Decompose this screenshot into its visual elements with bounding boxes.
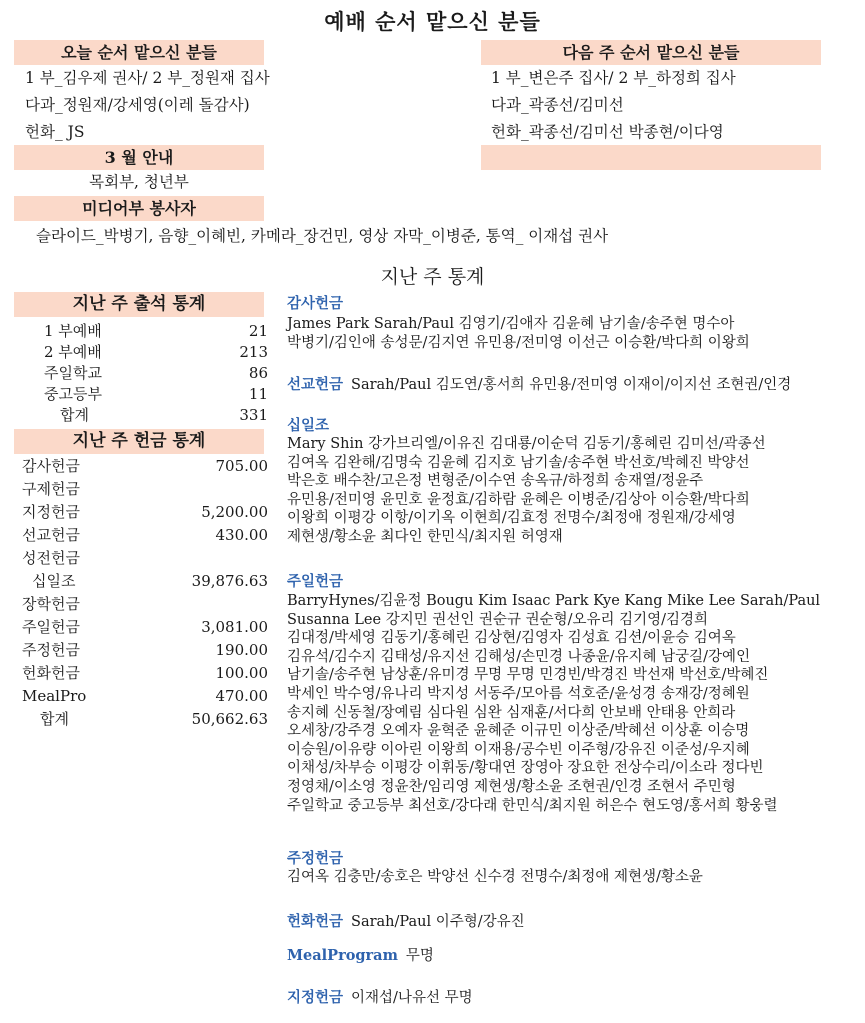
donor-line: 김유석/김수지 김태성/유지선 김해성/손민경 나종윤/유지혜 남궁길/강예인 <box>287 648 751 665</box>
offering-value: 190.00 <box>215 641 268 659</box>
tithe-names <box>287 435 857 547</box>
weekly-offering-names <box>287 868 857 887</box>
donor-line: 김대정/박세영 김동기/홍혜린 김상현/김영자 김성효 김션/이윤승 김여옥 <box>287 630 736 647</box>
next-week-servers-header: 다음 주 순서 맡으신 분들 <box>481 40 821 65</box>
donor-line: 이승원/이유량 이아린 이왕희 이재용/공수빈 이주형/강유진 이준성/우지혜 <box>287 741 750 758</box>
donor-line: 정영채/이소영 정윤찬/임리영 제현생/황소윤 조현권/인경 조현서 주민형 <box>287 778 736 795</box>
gamsa-offering-heading: 감사헌금 <box>287 295 344 312</box>
offering-label: 지정헌금 <box>22 503 80 521</box>
weekly-offering-heading: 주정헌금 <box>287 850 344 867</box>
donor-line: BarryHynes/김윤정 Bougu Kim Isaac Park Kye Kang Mike Lee Sarah/Paul <box>287 593 821 609</box>
media-volunteers-text: 슬라이드_박병기, 음향_이혜빈, 카메라_장건민, 영상 자막_이병준, 통역_ 이재섭 권사 <box>36 227 609 245</box>
attendance-total-value: 331 <box>239 406 268 424</box>
march-notice-text: 목회부, 청년부 <box>89 173 189 191</box>
offering-header: 지난 주 헌금 통계 <box>14 429 264 454</box>
sunday-offering-names <box>287 592 857 815</box>
mission-offering-heading <box>287 373 791 394</box>
attendance-label: 중고등부 <box>44 385 102 403</box>
offering-value: 705.00 <box>215 457 268 475</box>
offering-value: 470.00 <box>215 687 268 705</box>
donor-line: Susanna Lee 강지민 권선인 권순규 권순형/오유리 김기영/김경희 <box>287 611 709 628</box>
offering-label: 성전헌금 <box>22 549 80 567</box>
offering-value: 100.00 <box>215 664 268 682</box>
donor-line: 김여옥 김충만/송호은 박양선 신수경 전명수/최정애 제현생/황소윤 <box>287 869 703 885</box>
offering-label: 주일헌금 <box>22 618 80 636</box>
flower-offering-names: Sarah/Paul 이주형/강유진 <box>351 914 525 930</box>
tithe-heading: 십일조 <box>287 417 330 434</box>
donor-line: 주일학교 중고등부 최선호/강다래 한민식/최지원 허은수 현도영/홍서희 황웅렬 <box>287 797 778 814</box>
empty-band <box>481 145 821 170</box>
donor-line: 남기솔/송주현 남상훈/유미경 무명 무명 민경빈/박경진 박선재 박선호/박혜진 <box>287 667 769 684</box>
donor-line: 박세인 박수영/유나리 박지성 서동주/모아름 석호준/윤성경 송재강/정혜원 <box>287 685 750 702</box>
offering-label: 주정헌금 <box>22 641 80 659</box>
donor-line: 김여옥 김완해/김명숙 김윤혜 김지호 남기솔/송주현 박선호/박혜진 박양선 <box>287 454 750 471</box>
next-week-line-3: 헌화_곽종선/김미선 박종현/이다영 <box>491 123 724 141</box>
meal-program-label: MealProgram <box>287 947 398 964</box>
meal-program-names: 무명 <box>405 948 434 964</box>
today-line-3: 헌화_ JS <box>25 123 85 141</box>
donor-line: 오세창/강주경 오예자 윤혁준 윤혜준 이규민 이상준/박혜선 이상훈 이승명 <box>287 723 750 740</box>
donor-line: 박병기/김인애 송성문/김지연 유민용/전미영 이선근 이승환/박다희 이왕희 <box>287 334 750 351</box>
offering-value: 5,200.00 <box>201 503 268 521</box>
next-week-line-2: 다과_곽종선/김미선 <box>491 96 624 114</box>
donor-line: James Park Sarah/Paul 김영기/김애자 김윤혜 남기솔/송주현 명수아 <box>287 316 735 332</box>
donor-line: Mary Shin 강가브리엘/이유진 김대룡/이순덕 김동기/홍혜린 김미선/곽종선 <box>287 436 766 452</box>
media-volunteers-header: 미디어부 봉사자 <box>14 196 264 221</box>
offering-value: 39,876.63 <box>191 572 268 590</box>
donor-line: 제현생/황소윤 최다인 한민식/최지원 허영재 <box>287 528 563 545</box>
today-servers-header: 오늘 순서 맡으신 분들 <box>14 40 264 65</box>
flower-offering-label: 헌화헌금 <box>287 913 344 930</box>
designated-offering-label: 지정헌금 <box>287 989 344 1006</box>
donor-line: 송지혜 신동철/장예림 심다원 심완 심재훈/서다희 안보배 안태용 안희라 <box>287 704 736 721</box>
offering-label: 장학헌금 <box>22 595 80 613</box>
flower-offering-heading <box>287 910 525 931</box>
last-week-stats-title: 지난 주 통계 <box>380 266 485 288</box>
sunday-offering-heading: 주일헌금 <box>287 573 344 590</box>
next-week-line-1: 1 부_변은주 집사/ 2 부_하정희 집사 <box>491 69 736 87</box>
mission-offering-label: 선교헌금 <box>287 376 344 393</box>
designated-offering-names: 이재섭/나유선 무명 <box>351 990 473 1006</box>
offering-value: 430.00 <box>215 526 268 544</box>
donor-line: 박은호 배수찬/고은정 변형준/이수연 송옥규/하정희 송재열/정윤주 <box>287 473 704 490</box>
attendance-value: 213 <box>239 343 268 361</box>
gamsa-offering-names <box>287 315 857 352</box>
today-line-2: 다과_정원재/강세영(이레 돌감사) <box>25 96 250 114</box>
donor-line: 유민용/전미영 윤민호 윤정효/김하람 윤혜은 이병준/김상아 이승환/박다희 <box>287 491 750 508</box>
designated-offering-heading <box>287 986 473 1007</box>
attendance-value: 86 <box>248 364 268 382</box>
attendance-label: 주일학교 <box>44 364 102 382</box>
attendance-label: 1 부예배 <box>44 322 102 340</box>
offering-total-label: 합계 <box>40 710 69 728</box>
attendance-value: 21 <box>248 322 268 340</box>
offering-label: 선교헌금 <box>22 526 80 544</box>
offering-label: 구제헌금 <box>22 480 80 498</box>
offering-value: 3,081.00 <box>201 618 268 636</box>
meal-program-heading <box>287 944 434 965</box>
today-line-1: 1 부_김우제 권사/ 2 부_정원재 집사 <box>25 69 270 87</box>
offering-label: 십일조 <box>32 572 76 590</box>
attendance-total-label: 합계 <box>60 406 89 424</box>
attendance-value: 11 <box>248 385 268 403</box>
offering-total-value: 50,662.63 <box>191 710 268 728</box>
attendance-label: 2 부예배 <box>44 343 102 361</box>
donor-line: 이채성/차부승 이평강 이휘동/황대연 장영아 장요한 전상수리/이소라 정다빈 <box>287 760 764 777</box>
offering-label: 감사헌금 <box>22 457 80 475</box>
march-notice-header: 3 월 안내 <box>14 145 264 170</box>
donor-line: 이왕희 이평강 이항/이기옥 이현희/김효정 전명수/최정애 정원재/강세영 <box>287 510 736 527</box>
page-title: 예배 순서 맡으신 분들 <box>324 9 541 34</box>
offering-label: 헌화헌금 <box>22 664 80 682</box>
mission-offering-names: Sarah/Paul 김도연/홍서희 유민용/전미영 이재이/이지선 조현권/인경 <box>351 377 792 393</box>
offering-label: MealPro <box>22 687 87 705</box>
attendance-header: 지난 주 출석 통계 <box>14 292 264 317</box>
